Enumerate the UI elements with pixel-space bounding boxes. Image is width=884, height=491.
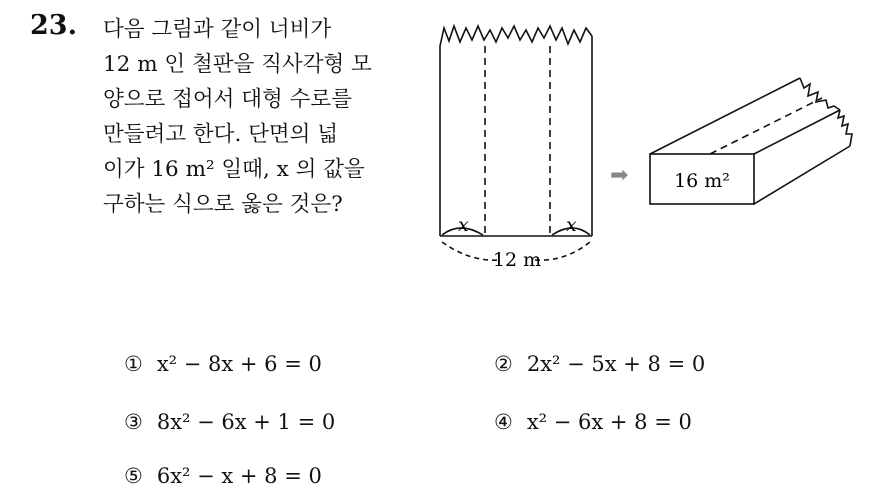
choice-mark: ⑤	[124, 464, 143, 488]
stem-line: 12 m 인 철판을 직사각형 모	[103, 52, 372, 77]
choice-expression: x² − 6x + 8 = 0	[526, 410, 692, 434]
choice-1[interactable]	[124, 352, 322, 376]
choice-4[interactable]	[494, 410, 692, 434]
choice-3[interactable]	[124, 410, 335, 434]
area-label: 16 m²	[674, 170, 730, 192]
choice-2[interactable]	[494, 352, 705, 376]
stem-line: 이가 16 m² 일때, x 의 값을	[103, 157, 365, 182]
channel-figure	[430, 16, 870, 276]
stem-line: 다음 그림과 같이 너비가	[103, 17, 332, 42]
stem-line: 만들려고 한다. 단면의 넓	[103, 122, 339, 147]
question-number: 23.	[30, 10, 77, 41]
question-stem	[103, 12, 413, 222]
stem-line: 구하는 식으로 옳은 것은?	[103, 192, 343, 217]
choice-mark: ①	[124, 352, 143, 376]
choice-5[interactable]	[124, 464, 322, 488]
choice-mark: ④	[494, 410, 513, 434]
choice-expression: 6x² − x + 8 = 0	[156, 464, 322, 488]
width-label: 12 m	[492, 249, 542, 271]
choice-mark: ②	[494, 352, 513, 376]
choice-expression: x² − 8x + 6 = 0	[156, 352, 322, 376]
choice-expression: 8x² − 6x + 1 = 0	[156, 410, 336, 434]
choice-expression: 2x² − 5x + 8 = 0	[526, 352, 706, 376]
right-x-label: x	[566, 214, 577, 236]
left-x-label: x	[458, 214, 469, 236]
arrow-icon: ➡	[610, 163, 629, 188]
choice-mark: ③	[124, 410, 143, 434]
stem-line: 양으로 접어서 대형 수로를	[103, 87, 352, 112]
